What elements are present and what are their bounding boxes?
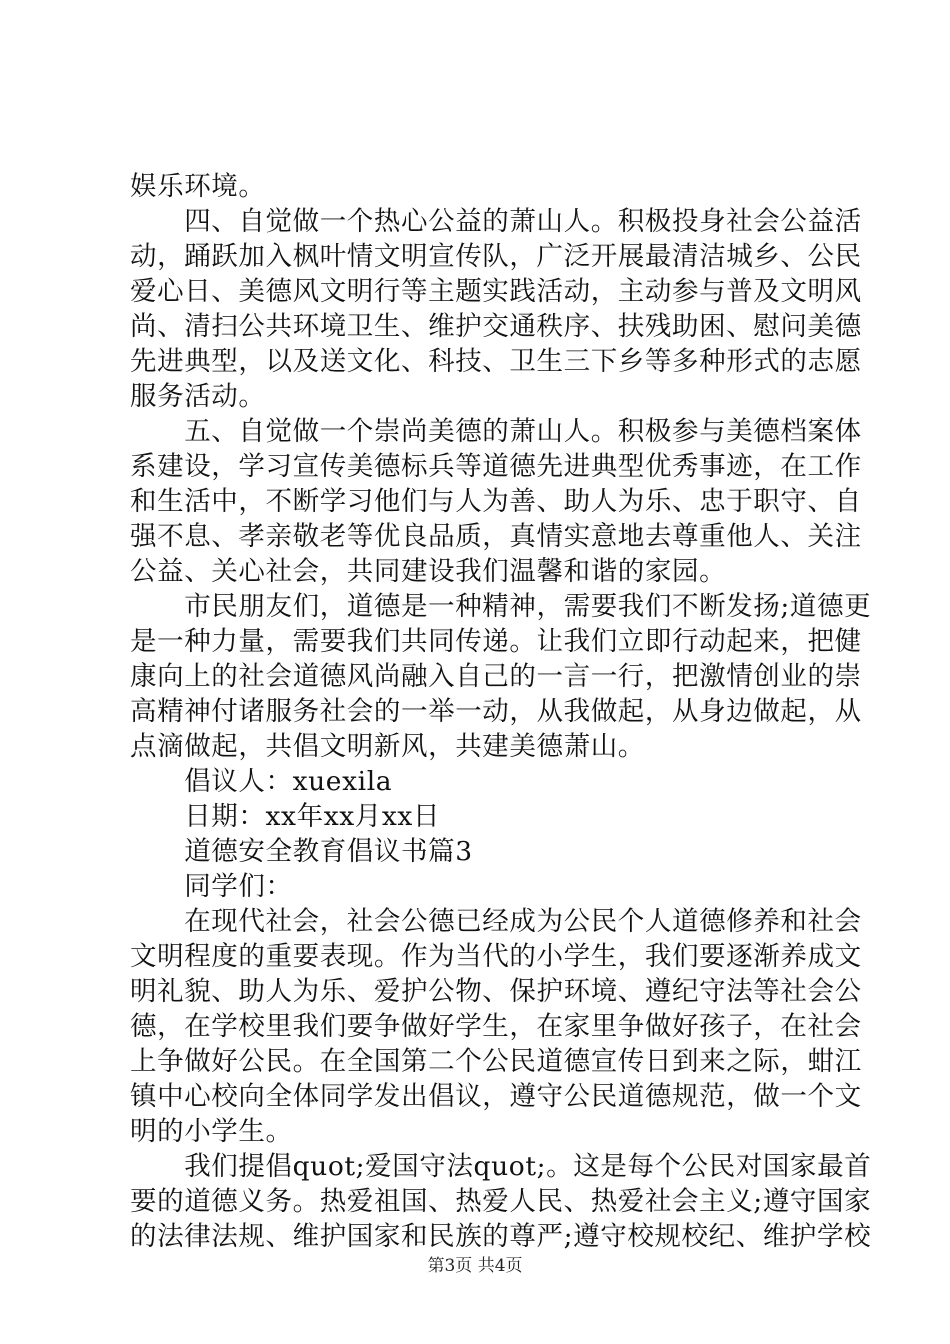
text-line: 点滴做起，共倡文明新风，共建美德萧山。 — [130, 731, 645, 762]
text-line: 尚、清扫公共环境卫生、维护交通秩序、扶残助困、慰问美德 — [130, 311, 862, 342]
text-line: 我们提倡quot;爱国守法quot;。这是每个公民对国家最首 — [130, 1151, 872, 1182]
text-line: 动，踊跃加入枫叶情文明宣传队，广泛开展最清洁城乡、公民 — [130, 241, 862, 272]
text-line: 强不息、孝亲敬老等优良品质，真情实意地去尊重他人、关注 — [130, 521, 862, 552]
text-line: 在现代社会，社会公德已经成为公民个人道德修养和社会 — [130, 906, 862, 937]
text-line: 康向上的社会道德风尚融入自己的一言一行，把激情创业的崇 — [130, 661, 862, 692]
text-line: 爱心日、美德风文明行等主题实践活动，主动参与普及文明风 — [130, 276, 862, 307]
text-line: 的法律法规、维护国家和民族的尊严;遵守校规校纪、维护学校 — [130, 1221, 872, 1252]
text-line: 四、自觉做一个热心公益的萧山人。积极投身社会公益活 — [130, 206, 862, 237]
page-number-footer: 第3页 共4页 — [427, 1256, 523, 1276]
text-line: 上争做好公民。在全国第二个公民道德宣传日到来之际，蚶江 — [130, 1046, 862, 1077]
text-line: 倡议人：xuexila — [130, 766, 393, 797]
text-line: 德，在学校里我们要争做好学生，在家里争做好孩子，在社会 — [130, 1011, 862, 1042]
text-line: 要的道德义务。热爱祖国、热爱人民、热爱社会主义;遵守国家 — [130, 1186, 872, 1217]
text-line: 文明程度的重要表现。作为当代的小学生，我们要逐渐养成文 — [130, 941, 862, 972]
text-line: 日期：xx年xx月xx日 — [130, 801, 441, 832]
text-line: 五、自觉做一个崇尚美德的萧山人。积极参与美德档案体 — [130, 416, 862, 447]
text-line: 同学们： — [130, 871, 293, 902]
text-line: 高精神付诸服务社会的一举一动，从我做起，从身边做起，从 — [130, 696, 862, 727]
text-line: 明礼貌、助人为乐、爱护公物、保护环境、遵纪守法等社会公 — [130, 976, 862, 1007]
text-line: 镇中心校向全体同学发出倡议，遵守公民道德规范，做一个文 — [130, 1081, 862, 1112]
text-line: 明的小学生。 — [130, 1116, 293, 1147]
text-line: 是一种力量，需要我们共同传递。让我们立即行动起来，把健 — [130, 626, 862, 657]
text-line: 娱乐环境。 — [130, 171, 266, 202]
text-line: 和生活中，不断学习他们与人为善、助人为乐、忠于职守、自 — [130, 486, 862, 517]
text-line: 市民朋友们，道德是一种精神，需要我们不断发扬;道德更 — [130, 591, 872, 622]
text-line: 系建设，学习宣传美德标兵等道德先进典型优秀事迹，在工作 — [130, 451, 862, 482]
text-line: 先进典型，以及送文化、科技、卫生三下乡等多种形式的志愿 — [130, 346, 862, 377]
section-heading: 道德安全教育倡议书篇3 — [130, 836, 473, 867]
text-line: 公益、关心社会，共同建设我们温馨和谐的家园。 — [130, 556, 727, 587]
text-line: 服务活动。 — [130, 381, 266, 412]
